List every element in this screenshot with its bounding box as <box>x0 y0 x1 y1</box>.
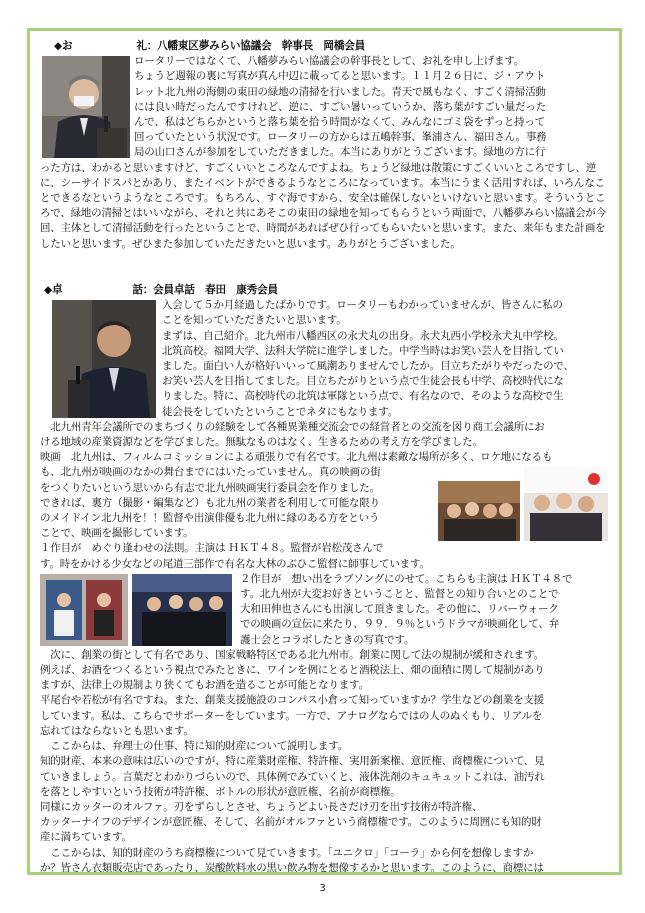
photo-movie-2 <box>524 467 608 541</box>
talk-full1-2: ける地域の産業資源などを学びました。無駄なものはなく、生きるための考え方を学びました。 <box>40 436 483 449</box>
photo-movie-3 <box>40 574 128 646</box>
talk-line-8: 徒会長をしていたということでネタにもなります。 <box>162 405 399 418</box>
talk-full2-13: 産に満ちています。 <box>40 831 132 844</box>
talk-full2-15: か？皆さん衣類販売店であったり、炭酸飲料水の黒い飲み物を想像するかと思います。このように、商標には <box>40 861 544 874</box>
heading-thanks-title: 礼：八幡東区夢みらい協議会 幹事長 岡橋会員 <box>136 40 366 52</box>
talk-full1-4: も、北九州が映画のなかの舞台までにはいたっていません。真の映画の街 <box>40 466 381 479</box>
talk-line-5: ました。面白い人が格好いいって風潮ありませんでしたか。目立ちたがりやだったので、 <box>162 360 574 373</box>
heading-talk <box>40 283 608 298</box>
talk-full2-14: ここからは、知的財産のうち商標権について見ていきます。「ユニクロ」「コーラ」から何を想像しますか <box>40 846 534 859</box>
section-thanks <box>40 39 608 252</box>
talk-left-3: 大和田伸也さんにも出演して頂きました。その他に、リバーウォーク <box>240 603 559 616</box>
talk-line-1: 入会して５か月経過したばかりです。ロータリーもわかっていませんが、皆さんに私の <box>162 299 563 312</box>
talk-left-4: での映画の宣伝に来たり、９９．９％というドラマが映画化して、弁 <box>240 618 560 631</box>
talk-full2-8: 知的財産、本来の意味は広いのですが、特に産業財産権、特許権、実用新案権、意匠権、商標権について、見 <box>40 755 545 768</box>
talk-line-2: ことを知っていただきたいと思います。 <box>162 314 347 327</box>
talk-left-5: 護士会とコラボしたときの写真です。 <box>240 633 415 646</box>
talk-full2-5: しています。私は、こちらでサポーターをしています。一方で、アナログならではの人のぬくもり、リアルを <box>40 709 543 722</box>
talk-full2-11: 同様にカッターのオルファ。刃をずらしとさせ、ちょうどよい長さだけ刃を出す技術が特許権、 <box>40 800 483 813</box>
talk-full1-3: 映画 北九州は、フィルムコミッションによる頑張りで有名です。北九州は素敵な場所が多く、ロケ地になるも <box>40 451 553 464</box>
thanks-line-6: 回っていたという状況です。ロータリーの方からは五嶋幹事、峯浦さん、福田さん。事務 <box>134 131 547 144</box>
thanks-line-4: には良い時だったんですけれど、逆に、すごい暑いっていうか、落ち葉がすごい量だった <box>134 100 546 113</box>
talk-line-7: りました。特に、高校時代の北筑は軍隊という点で、有名なので、そのような高校で生 <box>162 390 564 403</box>
thanks-line-1: ロータリーではなくて、八幡夢みらい協議会の幹事長として、お礼を申し上げます。 <box>134 55 525 68</box>
talk-full2-12: カッターナイフのデザインが意匠権、そして、名前がオルファという商標権です。このように周囲にも知的財 <box>40 816 542 829</box>
page-frame <box>27 28 622 875</box>
talk-line-6: お笑い芸人を目指してました。目立ちたがりという点で生徒会長も中学、高校時代にな <box>162 375 564 388</box>
talk-full2-4: 平尾台や若松が有名ですね。また、創業支援施設のコンパス小倉って知っていますか？学生などの創業を支援 <box>40 694 544 707</box>
thanks-line-3: レット北九州の海側の東田の緑地の清掃を行いました。青天で風もなく、すごく清掃活動 <box>134 85 546 98</box>
photo-haruta <box>52 300 156 418</box>
talk-full2-3: ますが、法律上の規制より狭くてもお酒を造ることが可能となります。 <box>40 679 369 692</box>
talk-right-5: １作目が めぐり逢わせの法則。主演は ＨＫＴ４８。監督が岩松茂さんで <box>40 542 384 555</box>
talk-full2-1: 次に、創業の街として有名であり、国家戦略特区である北九州市。創業に関して法の規制が緩和されます。 <box>40 648 544 661</box>
talk-line-3: まずは、自己紹介。北九州市八幡西区の永犬丸の出身。永犬丸西小学校永犬丸中学校。 <box>162 329 564 342</box>
talk-full2-10: を落としやすいという技術が特許権、ボトルの形状が意匠権、名前が商標権。 <box>40 785 401 798</box>
photo-movie-4 <box>132 574 232 646</box>
heading-talk-mark: ◆卓 <box>44 284 63 296</box>
talk-right-2: できれば、裏方（撮影・編集など）も北九州の業者を利用して可能な限り <box>40 496 380 509</box>
talk-full2-6: 忘れてはならないとも思います。 <box>40 724 194 737</box>
heading-talk-title: 話：会員卓話 春田 康秀会員 <box>132 284 278 296</box>
talk-right-1: をつくりたいという思いから有志で北九州映画実行委員会を作りました。 <box>40 481 380 494</box>
section-talk <box>40 283 608 875</box>
talk-right-3: のメイドイン北九州を！！監督や出演俳優も北九州に縁のある方をという <box>40 512 380 525</box>
page-number: 3 <box>319 883 326 894</box>
talk-left-1: ２作目が 想い出をラブソングにのせて。こちらも主演は ＨＫＴ４８で <box>240 572 573 585</box>
photo-movie-1 <box>438 481 520 541</box>
talk-left-2: す。北九州が大変お好きということと、監督との知り合いとのことで <box>240 588 559 601</box>
talk-full2-7: ここからは、弁理士の仕事、特に知的財産について説明します。 <box>40 740 348 753</box>
thanks-line-5: んで、私はどちらかというと落ち葉を拾う時間がなくて、みんなにゴミ袋をずっと持って <box>134 116 545 129</box>
heading-thanks <box>40 39 608 54</box>
talk-line-4: 北筑高校。福岡大学、法科大学院に進学しました。中学当時はお笑い芸人を目指してい <box>162 344 564 357</box>
talk-right-6: す。時をかける少女などの尾道三部作で有名な大林のぶひこ監督に師事しています。 <box>40 557 430 570</box>
talk-full2-2: 例えば、お酒をつくるという視点でみたときに、ワインを例にとると酒税法上、畑の面積に関して規制があり <box>40 664 545 677</box>
thanks-line-7: 局の山口さんが参加をしていただきました。本当にありがとうございます。緑地の方に行 <box>134 146 546 159</box>
talk-full1-1: 北九州青年会議所でのまちづくりの経験をして各種異業種交流会での経営者との交流を図り商工会議所にお <box>40 420 545 433</box>
heading-thanks-mark: ◆お <box>54 40 73 52</box>
talk-full2-9: ていきましょう。言葉だとわかりづらいので、具体例でみていくと、液体洗剤のキュキュットこれは、油汚れ <box>40 770 545 783</box>
thanks-paragraph: った方は、わかると思いますけど、すごくいいところなんですよね。ちょうど緑地は散策にすごくいいところですし、逆に、シーサイドスパとかあり、またイベントができるようなところになっています。本当にうまく活用すれば、いろんなことできるなというようなところです。もちろん、すぐ海ですから、安全は確保しないといけないと思います。そういうところで、緑地の清掃とはいいながら、それと共にあそこの東田の緑地を知ってもらうという両面で、八幡夢みらい協議会が今回、主体として清掃活動を行ったということで、時間があればぜひ行ってもらいたいと思います。また、来年もまた計画をしたいと思います。ぜひまた参加していただきたいと思います。ありがとうございました。 <box>40 161 606 250</box>
talk-right-4: ことで、映画を撮影しています。 <box>40 527 194 540</box>
photo-okahashi <box>42 56 130 158</box>
thanks-line-2: ちょうど週報の裏に写真が真ん中辺に載ってると思います。１１月２６日に、ジ・アウト <box>134 70 546 83</box>
